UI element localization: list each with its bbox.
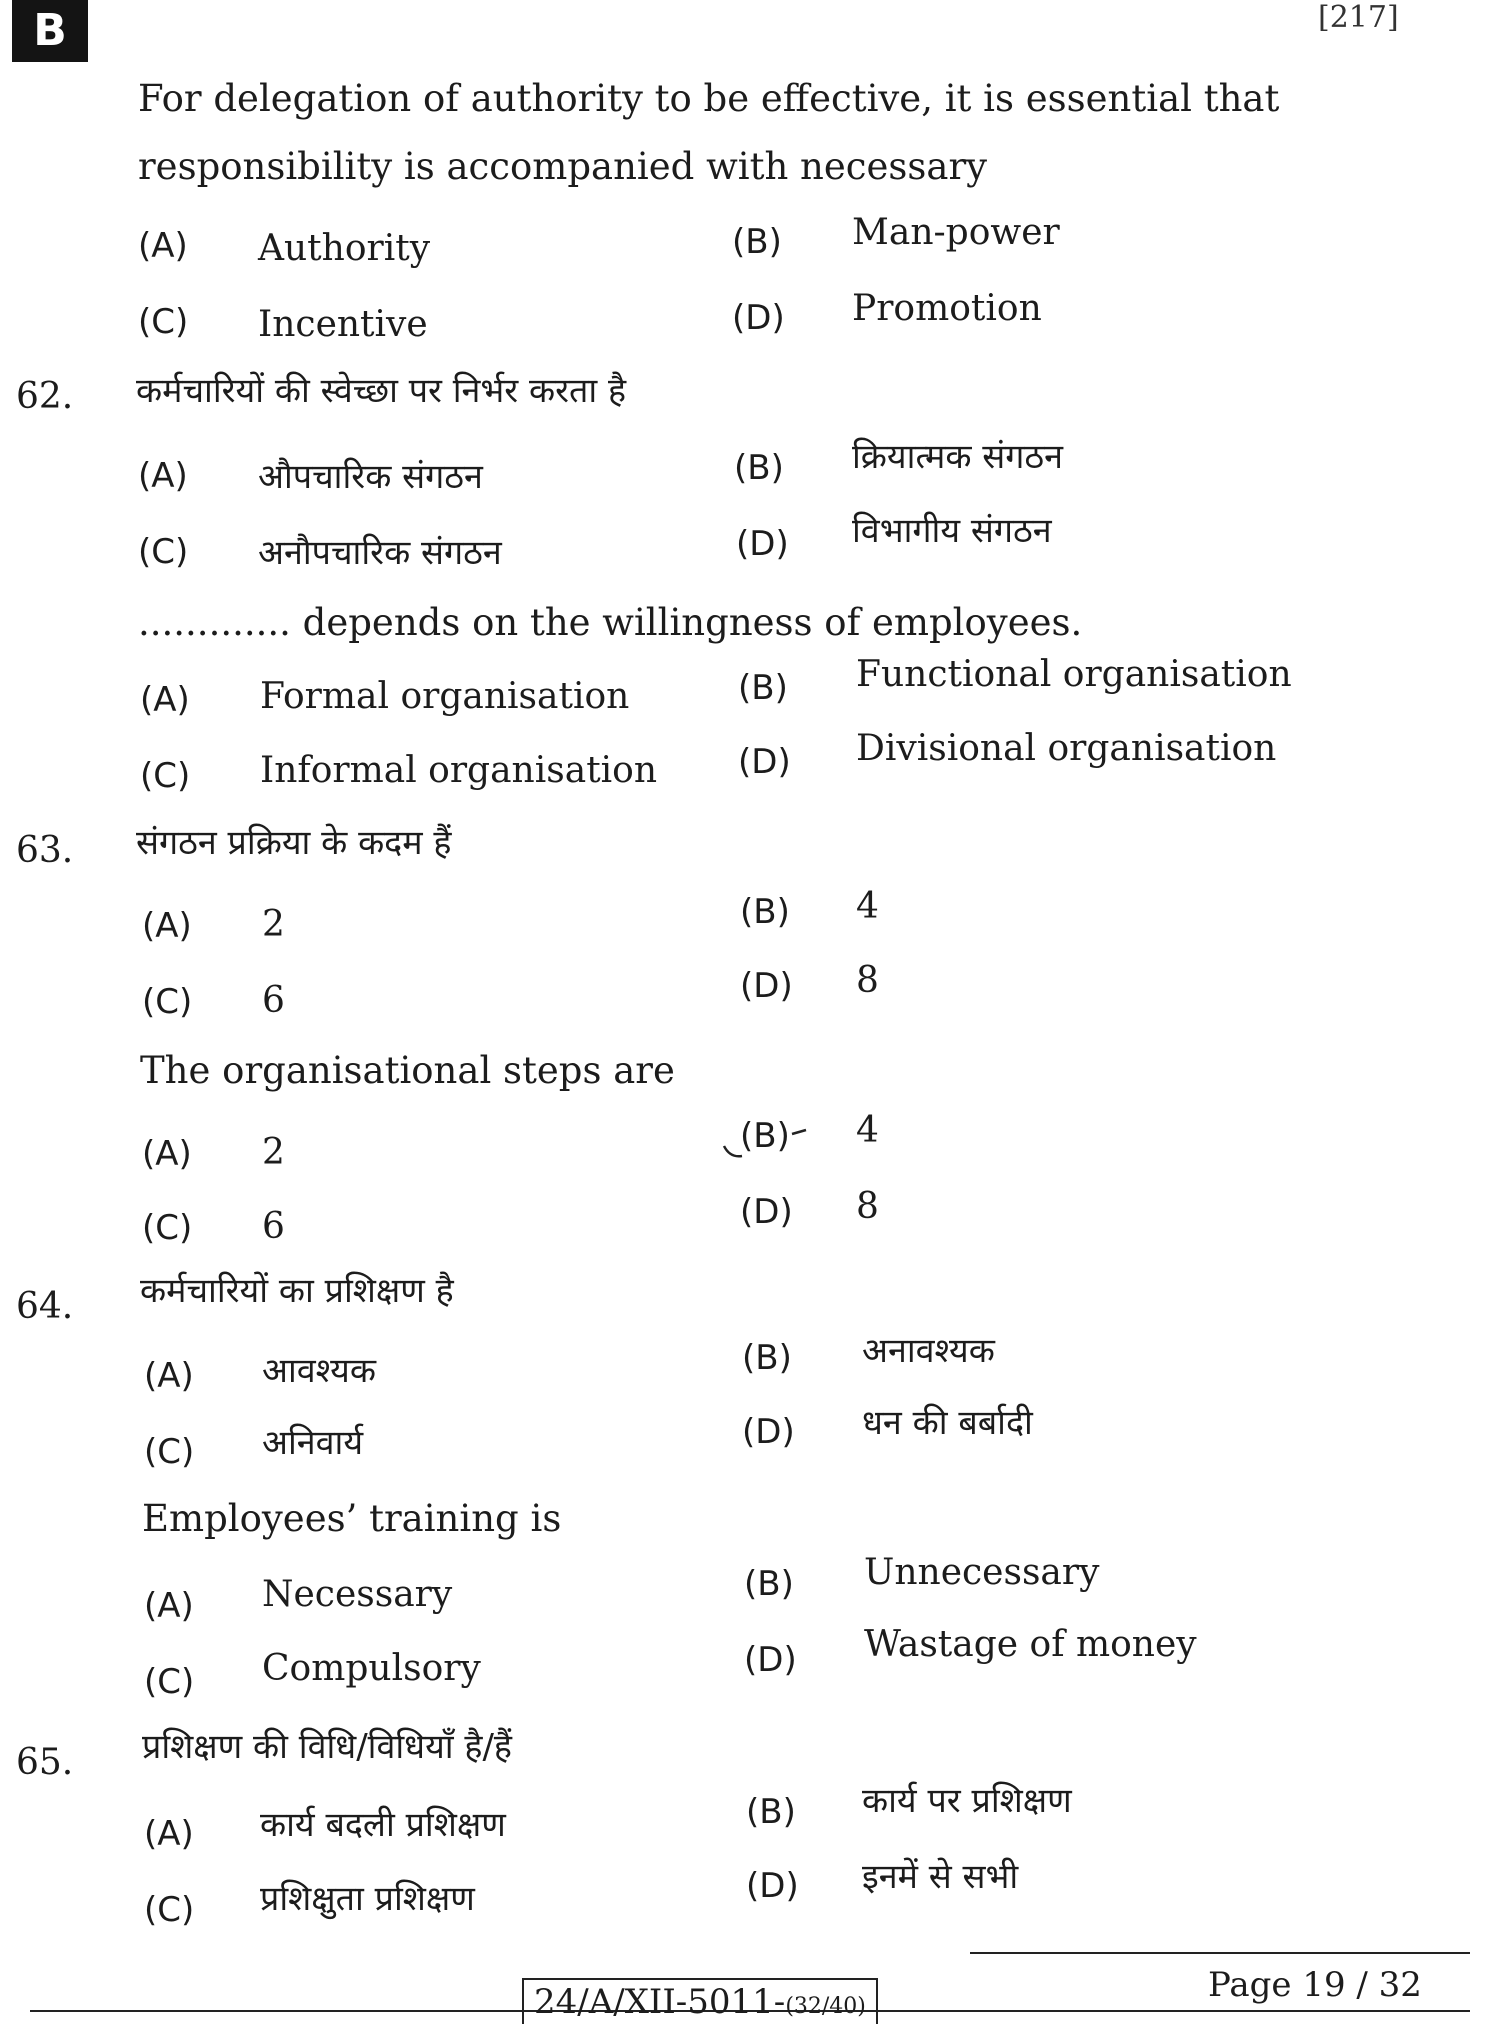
q64-hindi-option-a-text: आवश्यक: [262, 1351, 376, 1391]
q63-english-option-b-label: (B): [740, 1116, 790, 1156]
q64-english-option-d-label: (D): [744, 1640, 797, 1680]
q62-english-option-b-label: (B): [738, 668, 788, 708]
q63-hindi-option-c-label: (C): [142, 982, 193, 1022]
set-badge: B: [12, 0, 88, 62]
booklet-code-main: 24/A/XII-5011-: [534, 1982, 786, 2022]
q65-hindi-option-a-text: कार्य बदली प्रशिक्षण: [260, 1805, 506, 1845]
q62-english-option-c-label: (C): [140, 756, 191, 796]
q64-hindi-option-b-text: अनावश्यक: [862, 1331, 995, 1371]
q62-hindi-option-c-label: (C): [138, 532, 189, 572]
q63-english-option-a-text: 2: [262, 1132, 285, 1173]
q64-hindi-option-c-label: (C): [144, 1432, 195, 1472]
q64-english-option-c-text: Compulsory: [262, 1648, 481, 1689]
q65-hindi-option-c-text: प्रशिक्षुता प्रशिक्षण: [260, 1879, 475, 1919]
q62-english-option-d-text: Divisional organisation: [856, 728, 1277, 769]
q63-english-option-c-label: (C): [142, 1208, 193, 1248]
q61-option-d-text: Promotion: [852, 288, 1042, 329]
q64-english-option-b-label: (B): [744, 1564, 794, 1604]
q65-hindi-stem: प्रशिक्षण की विधि/विधियाँ है/हैं: [142, 1727, 512, 1767]
q65-hindi-option-a-label: (A): [144, 1814, 194, 1854]
q63-hindi-stem: संगठन प्रक्रिया के कदम हैं: [136, 823, 452, 863]
answer-tick-mark: [720, 1128, 812, 1162]
q63-hindi-option-b-label: (B): [740, 892, 790, 932]
q64-hindi-option-a-label: (A): [144, 1356, 194, 1396]
q62-english-option-b-text: Functional organisation: [856, 654, 1292, 695]
q64-hindi-option-b-label: (B): [742, 1338, 792, 1378]
booklet-code-suffix: (32/40): [785, 1994, 866, 2019]
q65-hindi-option-c-label: (C): [144, 1890, 195, 1930]
q61-stem-line2: responsibility is accompanied with necessary: [138, 145, 988, 188]
q62-english-stem: ............. depends on the willingness of employees.: [138, 601, 1083, 644]
paper-code: [217]: [1318, 0, 1399, 35]
page-number: Page 19 / 32: [1208, 1965, 1422, 2005]
q61-stem-line1: For delegation of authority to be effective, it is essential that: [138, 77, 1280, 120]
q64-english-option-c-label: (C): [144, 1662, 195, 1702]
q61-option-c-label: (C): [138, 302, 189, 342]
q65-hindi-option-b-text: कार्य पर प्रशिक्षण: [862, 1781, 1072, 1821]
q62-hindi-option-c-text: अनौपचारिक संगठन: [258, 533, 502, 573]
q63-english-option-c-text: 6: [262, 1206, 285, 1247]
q64-number: 64.: [16, 1286, 74, 1327]
q64-english-option-a-text: Necessary: [262, 1574, 453, 1615]
q62-english-option-a-label: (A): [140, 680, 190, 720]
q63-english-option-b-text: 4: [856, 1110, 879, 1151]
q63-hindi-option-a-text: 2: [262, 904, 285, 945]
q64-english-option-a-label: (A): [144, 1586, 194, 1626]
q61-option-a-text: Authority: [258, 228, 431, 269]
q65-hindi-option-d-label: (D): [746, 1866, 799, 1906]
q63-english-stem: The organisational steps are: [140, 1049, 675, 1092]
q63-hindi-option-b-text: 4: [856, 886, 879, 927]
q62-number: 62.: [16, 376, 74, 417]
q62-hindi-stem: कर्मचारियों की स्वेच्छा पर निर्भर करता है: [136, 371, 627, 411]
q61-option-d-label: (D): [732, 298, 785, 338]
q62-english-option-d-label: (D): [738, 742, 791, 782]
q62-hindi-option-a-label: (A): [138, 456, 188, 496]
q64-english-stem: Employees’ training is: [142, 1497, 562, 1540]
q63-hindi-option-d-label: (D): [740, 966, 793, 1006]
q65-hindi-option-b-label: (B): [746, 1792, 796, 1832]
q62-hindi-option-d-label: (D): [736, 524, 789, 564]
q61-option-a-label: (A): [138, 226, 188, 266]
booklet-code: [522, 1978, 878, 2024]
q61-option-b-label: (B): [732, 222, 782, 262]
q64-english-option-b-text: Unnecessary: [864, 1552, 1100, 1593]
q61-option-c-text: Incentive: [258, 304, 428, 345]
q63-number: 63.: [16, 830, 74, 871]
q64-english-option-d-text: Wastage of money: [864, 1624, 1197, 1665]
q62-hindi-option-a-text: औपचारिक संगठन: [258, 457, 483, 497]
q63-hindi-option-a-label: (A): [142, 906, 192, 946]
q64-hindi-option-d-text: धन की बर्बादी: [862, 1403, 1033, 1443]
q62-english-option-a-text: Formal organisation: [260, 676, 630, 717]
q63-hindi-option-d-text: 8: [856, 960, 879, 1001]
q65-hindi-option-d-text: इनमें से सभी: [862, 1857, 1019, 1897]
q64-hindi-stem: कर्मचारियों का प्रशिक्षण है: [140, 1271, 454, 1311]
q63-english-option-d-label: (D): [740, 1192, 793, 1232]
footer-rule-right: [970, 1952, 1470, 1954]
q62-hindi-option-d-text: विभागीय संगठन: [852, 511, 1052, 551]
q61-option-b-text: Man-power: [852, 212, 1060, 253]
q62-english-option-c-text: Informal organisation: [260, 750, 658, 791]
q64-hindi-option-c-text: अनिवार्य: [262, 1423, 364, 1463]
q62-hindi-option-b-label: (B): [734, 448, 784, 488]
q63-english-option-d-text: 8: [856, 1186, 879, 1227]
q64-hindi-option-d-label: (D): [742, 1412, 795, 1452]
q62-hindi-option-b-text: क्रियात्मक संगठन: [852, 437, 1063, 477]
q63-english-option-a-label: (A): [142, 1134, 192, 1174]
q63-hindi-option-c-text: 6: [262, 980, 285, 1021]
q65-number: 65.: [16, 1742, 74, 1783]
